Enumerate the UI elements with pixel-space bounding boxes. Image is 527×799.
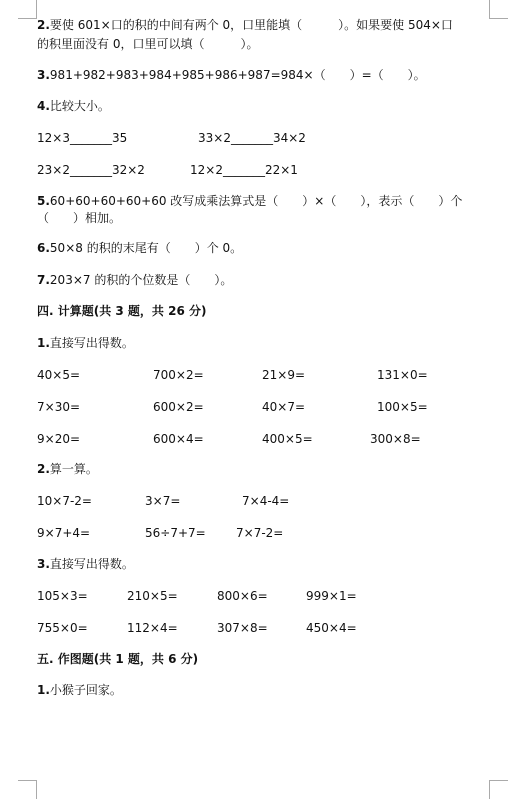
question-number: 3. <box>37 68 50 82</box>
section-heading: 四. 计算题(共 3 题，共 26 分) <box>37 304 207 318</box>
calc-cell: 9×7+4= <box>37 526 91 540</box>
corner-mark-top-right <box>489 0 508 19</box>
question-number: 3. <box>37 557 50 571</box>
calc-cell: 10×7-2= <box>37 494 92 508</box>
compare-item: 12×2_______22×1 <box>190 163 298 177</box>
question-2-line-2: 的积里面没有 0，口里可以填（ ）。 <box>37 37 259 51</box>
question-number: 6. <box>37 241 50 255</box>
compare-item: 23×2_______32×2 <box>37 163 145 177</box>
question-text: 直接写出得数。 <box>49 336 134 350</box>
question-text: 直接写出得数。 <box>49 557 134 571</box>
calc-cell: 400×5= <box>262 432 313 446</box>
question-3 <box>37 67 426 83</box>
calc-cell: 40×7= <box>262 400 306 414</box>
question-7 <box>37 272 232 288</box>
calc-cell: 307×8= <box>217 621 268 635</box>
question-2-line-1 <box>37 17 453 33</box>
question-number: 7. <box>37 273 50 287</box>
corner-mark-bottom-right <box>489 780 508 799</box>
question-5-line-2: （ ）相加。 <box>37 211 122 225</box>
corner-mark-bottom-left <box>18 780 37 799</box>
question-text: 50×8 的积的末尾有（ ）个 0。 <box>49 241 243 255</box>
calc-cell: 700×2= <box>153 368 204 382</box>
question-text: 60+60+60+60+60 改写成乘法算式是（ ）×（ ），表示（ ）个 <box>49 194 463 208</box>
calc-cell: 450×4= <box>306 621 357 635</box>
question-number: 2. <box>37 462 50 476</box>
corner-mark-top-left <box>18 0 37 19</box>
calc-cell: 7×7-2= <box>236 526 284 540</box>
calc-3-title <box>37 556 134 572</box>
question-5-line-1 <box>37 193 462 209</box>
calc-cell: 9×20= <box>37 432 81 446</box>
calc-cell: 21×9= <box>262 368 306 382</box>
drawing-1-title <box>37 682 122 698</box>
calc-cell: 112×4= <box>127 621 178 635</box>
calc-cell: 300×8= <box>370 432 421 446</box>
calc-2-title <box>37 461 98 477</box>
section-heading: 五. 作图题(共 1 题，共 6 分) <box>37 652 199 666</box>
compare-item: 33×2_______34×2 <box>198 131 306 145</box>
question-text: 203×7 的积的个位数是（ ）。 <box>49 273 233 287</box>
calc-cell: 40×5= <box>37 368 81 382</box>
question-number: 1. <box>37 336 50 350</box>
question-number: 5. <box>37 194 50 208</box>
calc-1-title <box>37 335 134 351</box>
calc-cell: 210×5= <box>127 589 178 603</box>
question-text: 要使 601×口的积的中间有两个 0，口里能填（ ）。如果要使 504×口 <box>49 18 453 32</box>
calc-cell: 7×30= <box>37 400 81 414</box>
question-number: 2. <box>37 18 50 32</box>
calc-cell: 600×2= <box>153 400 204 414</box>
question-6 <box>37 240 242 256</box>
question-text: 比较大小。 <box>49 99 110 113</box>
question-text: 小猴子回家。 <box>49 683 122 697</box>
calc-cell: 105×3= <box>37 589 88 603</box>
calc-cell: 3×7= <box>145 494 181 508</box>
question-text: 981+982+983+984+985+986+987=984×（ ）=（ ）。 <box>49 68 426 82</box>
question-number: 4. <box>37 99 50 113</box>
question-text: 算一算。 <box>49 462 98 476</box>
question-4 <box>37 98 110 114</box>
calc-cell: 600×4= <box>153 432 204 446</box>
calc-cell: 131×0= <box>377 368 428 382</box>
question-number: 1. <box>37 683 50 697</box>
calc-cell: 100×5= <box>377 400 428 414</box>
calc-cell: 800×6= <box>217 589 268 603</box>
calc-cell: 7×4-4= <box>242 494 290 508</box>
calc-cell: 999×1= <box>306 589 357 603</box>
compare-item: 12×3_______35 <box>37 131 128 145</box>
calc-cell: 56÷7+7= <box>145 526 206 540</box>
calc-cell: 755×0= <box>37 621 88 635</box>
